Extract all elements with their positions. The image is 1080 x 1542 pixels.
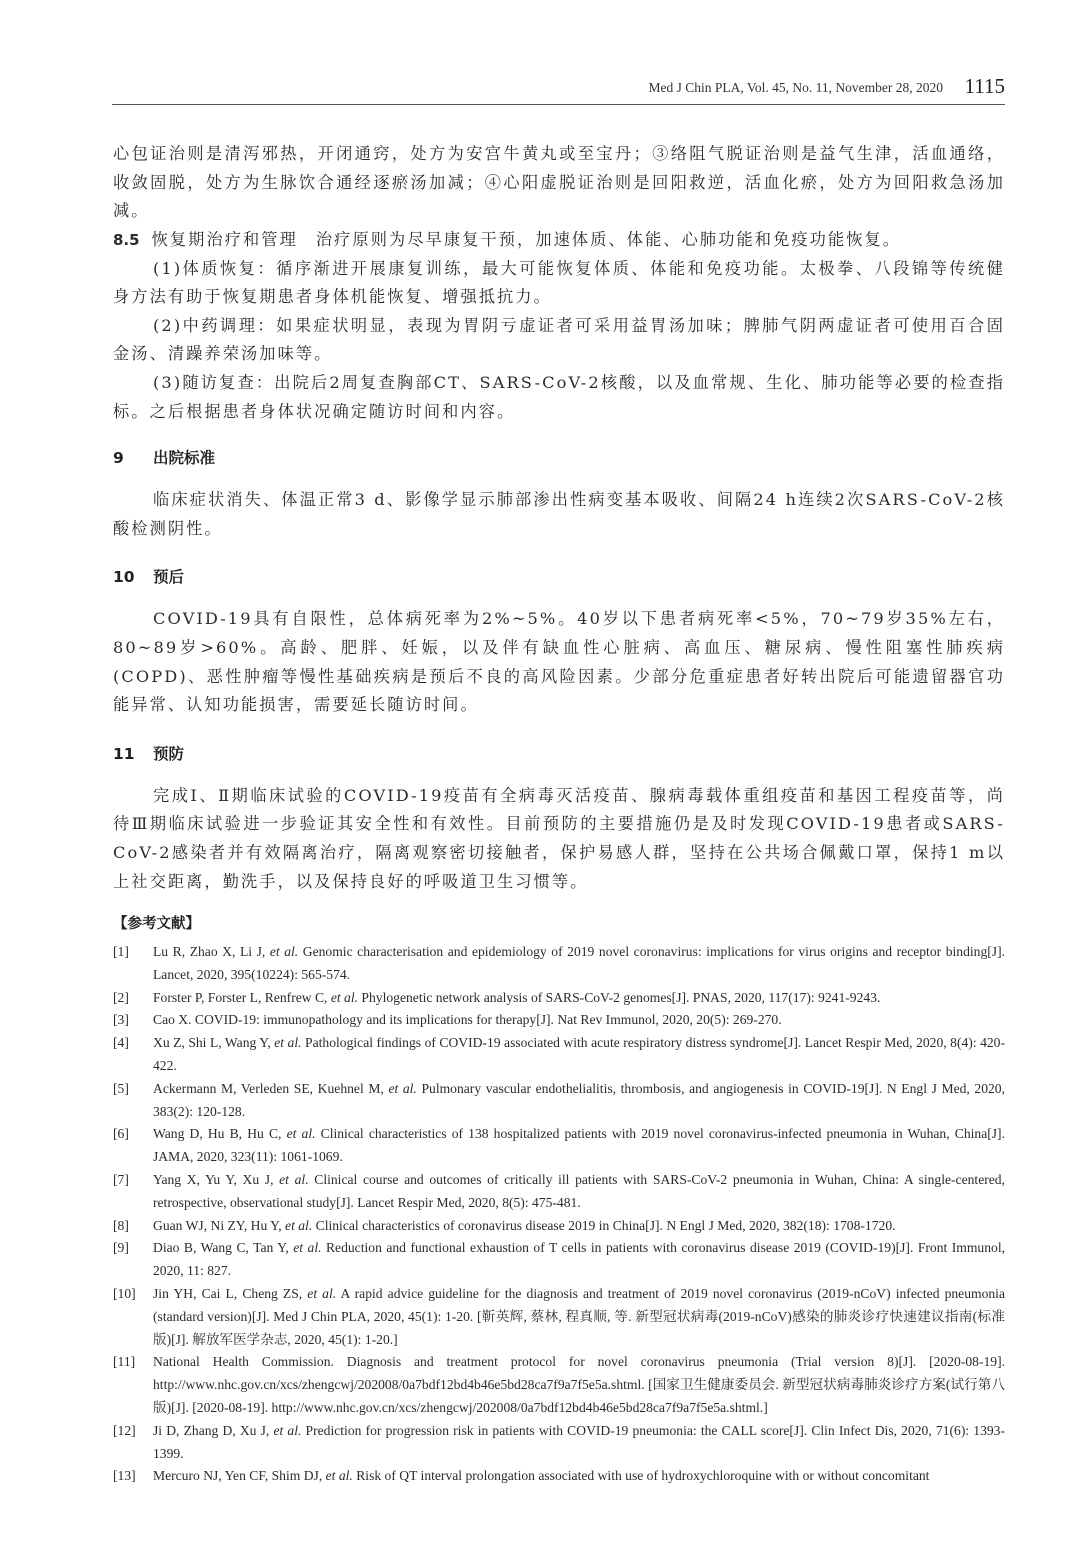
reference-item: [113, 1078, 1005, 1124]
journal-citation: Med J Chin PLA, Vol. 45, No. 11, November 28, 2020: [648, 80, 943, 95]
reference-text: Forster P, Forster L, Renfrew C, et al. Phylogenetic network analysis of SARS-CoV-2 genomes[J]. PNAS, 2020, 117(17): 9241-9243.: [153, 989, 881, 1005]
reference-number: [6]: [113, 1126, 129, 1142]
page-header: [112, 74, 1005, 105]
reference-number: [13]: [113, 1468, 136, 1484]
reference-number: [1]: [113, 944, 129, 960]
reference-number: [2]: [113, 989, 129, 1005]
reference-item: [113, 1465, 1005, 1488]
subsection-number: 8.5: [113, 231, 140, 249]
reference-text: Mercuro NJ, Yen CF, Shim DJ, et al. Risk of QT interval prolongation associated with use of hydroxychloroquine with or without concomitant: [153, 1468, 930, 1484]
reference-item: [113, 1032, 1005, 1078]
subsection-title: 恢复期治疗和管理: [151, 230, 298, 249]
reference-number: [4]: [113, 1035, 129, 1051]
reference-text: Xu Z, Shi L, Wang Y, et al. Pathological findings of COVID-19 associated with acute respiratory distress syndrome[J]. Lancet Respir Med, 2020, 8(4): 420-422.: [153, 1035, 1006, 1074]
reference-text: Guan WJ, Ni ZY, Hu Y, et al. Clinical characteristics of coronavirus disease 2019 in China[J]. N Engl J Med, 2020, 382(18): 1708-1720.: [153, 1217, 896, 1233]
reference-text: Yang X, Yu Y, Xu J, et al. Clinical course and outcomes of critically ill patients with SARS-CoV-2 pneumonia in Wuhan, China: A single-centered, retrospective, observational study[J]. Lancet Respir Med, 2020, 8(5): 475-481.: [153, 1172, 1005, 1210]
reference-text: Diao B, Wang C, Tan Y, et al. Reduction and functional exhaustion of T cells in patients with coronavirus disease 2019 (COVID-19)[J]. Front Immunol, 2020, 11: 827.: [153, 1240, 1006, 1279]
paragraph-follow-up: (3)随访复查：出院后2周复查胸部CT、SARS-CoV-2核酸，以及血常规、生化、肺功能等必要的检查指标。之后根据患者身体状况确定随访时间和内容。: [113, 372, 1005, 421]
subsection-8-5: [113, 226, 1005, 255]
reference-list: [113, 941, 1005, 1488]
reference-item: [113, 1123, 1005, 1169]
reference-text: Jin YH, Cai L, Cheng ZS, et al. A rapid advice guideline for the diagnosis and treatment of 2019 novel coronavirus (2019-nCoV) infected pneumonia (standard version)[J]. Med J Chin PLA, 2020, 45(1): 1-20. [靳英辉, 蔡林, 程真顺, 等. 新型冠状病毒(2019-nCoV)感染的肺炎诊疗快速建议指南(标准版)[J]. 解放军医学杂志, 2020, 45(1): 1-20.]: [153, 1286, 1005, 1347]
paragraph-prognosis: COVID-19具有自限性，总体病死率为2%~5%。40岁以下患者病死率<5%，70~79岁35%左右，80~89岁>60%。高龄、肥胖、妊娠，以及伴有缺血性心脏病、高血压、糖尿病、慢性阻塞性肺疾病(COPD)、恶性肿瘤等慢性基础疾病是预后不良的高风险因素。少部分危重症患者好转出院后可能遗留器官功能异常、认知功能损害，需要延长随访时间。: [113, 609, 1005, 715]
reference-text: National Health Commission. Diagnosis and treatment protocol for novel coronavirus pneumonia (Trial version 8)[J]. [2020-08-19]. http://www.nhc.gov.cn/xcs/zhengcwj/202008/0a7bdf12bd4b46e5bd28ca7f9a7f5e5a.shtml. [国家卫生健康委员会. 新型冠状病毒肺炎诊疗方案(试行第八版)[J]. [2020-08-19]. http://www.nhc.gov.cn/xcs/zhengcwj/202008/0a7bdf12bd4b46e5bd28ca7f9a7f5e5a.shtml.]: [153, 1354, 1005, 1416]
references-heading: 【参考文献】: [113, 916, 200, 933]
reference-item: [113, 987, 1005, 1010]
paragraph-physical-recovery: (1)体质恢复：循序渐进开展康复训练，最大可能恢复体质、体能和免疫功能。太极拳、八段锦等传统健身方法有助于恢复期患者身体机能恢复、增强抵抗力。: [113, 258, 1005, 307]
reference-number: [8]: [113, 1217, 129, 1233]
section-9-heading: 9 出院标准: [113, 449, 216, 468]
reference-text: Ji D, Zhang D, Xu J, et al. Prediction for progression risk in patients with COVID-19 pneumonia: the CALL score[J]. Clin Infect Dis, 2020, 71(6): 1393-1399.: [153, 1422, 1005, 1461]
reference-number: [7]: [113, 1172, 129, 1188]
reference-number: [3]: [113, 1012, 129, 1028]
paragraph-treatment-continued: 心包证治则是清泻邪热，开闭通窍，处方为安宫牛黄丸或至宝丹；③络阻气脱证治则是益气生津，活血通络，收敛固脱，处方为生脉饮合通经逐瘀汤加减；④心阳虚脱证治则是回阳救逆，活血化瘀，处方为回阳救急汤加减。: [113, 144, 1005, 221]
article-body: [113, 140, 1005, 1488]
reference-item: [113, 1009, 1005, 1032]
reference-item: [113, 1283, 1005, 1351]
reference-text: Ackermann M, Verleden SE, Kuehnel M, et al. Pulmonary vascular endothelialitis, thrombosis, and angiogenesis in COVID-19[J]. N Engl J Med, 2020, 383(2): 120-128.: [153, 1080, 1005, 1119]
page-number: 1115: [964, 74, 1005, 98]
paragraph-tcm-conditioning: (2)中药调理：如果症状明显，表现为胃阴亏虚证者可采用益胃汤加味；脾肺气阴两虚证者可使用百合固金汤、清躁养荣汤加味等。: [113, 315, 1005, 364]
reference-item: [113, 1215, 1005, 1238]
reference-item: [113, 1237, 1005, 1283]
reference-number: [5]: [113, 1080, 129, 1096]
reference-text: Cao X. COVID-19: immunopathology and its implications for therapy[J]. Nat Rev Immunol, 2020, 20(5): 269-270.: [153, 1012, 782, 1028]
reference-number: [10]: [113, 1286, 136, 1302]
paragraph-prevention: 完成Ⅰ、Ⅱ期临床试验的COVID-19疫苗有全病毒灭活疫苗、腺病毒载体重组疫苗和基因工程疫苗等，尚待Ⅲ期临床试验进一步验证其安全性和有效性。目前预防的主要措施仍是及时发现COVID-19患者或SARS-CoV-2感染者并有效隔离治疗，隔离观察密切接触者，保护易感人群，坚持在公共场合佩戴口罩，保持1 m以上社交距离，勤洗手，以及保持良好的呼吸道卫生习惯等。: [113, 785, 1005, 891]
reference-item: [113, 1169, 1005, 1215]
reference-text: Wang D, Hu B, Hu C, et al. Clinical characteristics of 138 hospitalized patients with 2019 novel coronavirus-infected pneumonia in Wuhan, China[J]. JAMA, 2020, 323(11): 1061-1069.: [153, 1126, 1005, 1165]
section-11-heading: 11 预防: [113, 744, 185, 763]
reference-item: [113, 1420, 1005, 1466]
subsection-text: 治疗原则为尽早康复干预，加速体质、体能、心肺功能和免疫功能恢复。: [315, 230, 902, 249]
reference-number: [11]: [113, 1354, 136, 1370]
section-10-heading: 10 预后: [113, 568, 185, 587]
reference-item: [113, 941, 1005, 987]
paragraph-discharge-criteria: 临床症状消失、体温正常3 d、影像学显示肺部渗出性病变基本吸收、间隔24 h连续2次SARS-CoV-2核酸检测阴性。: [113, 490, 1005, 538]
reference-number: [9]: [113, 1240, 129, 1256]
reference-item: [113, 1351, 1005, 1419]
reference-number: [12]: [113, 1422, 136, 1438]
reference-text: Lu R, Zhao X, Li J, et al. Genomic characterisation and epidemiology of 2019 novel coronavirus: implications for virus origins and receptor binding[J]. Lancet, 2020, 395(10224): 565-574.: [153, 944, 1006, 982]
